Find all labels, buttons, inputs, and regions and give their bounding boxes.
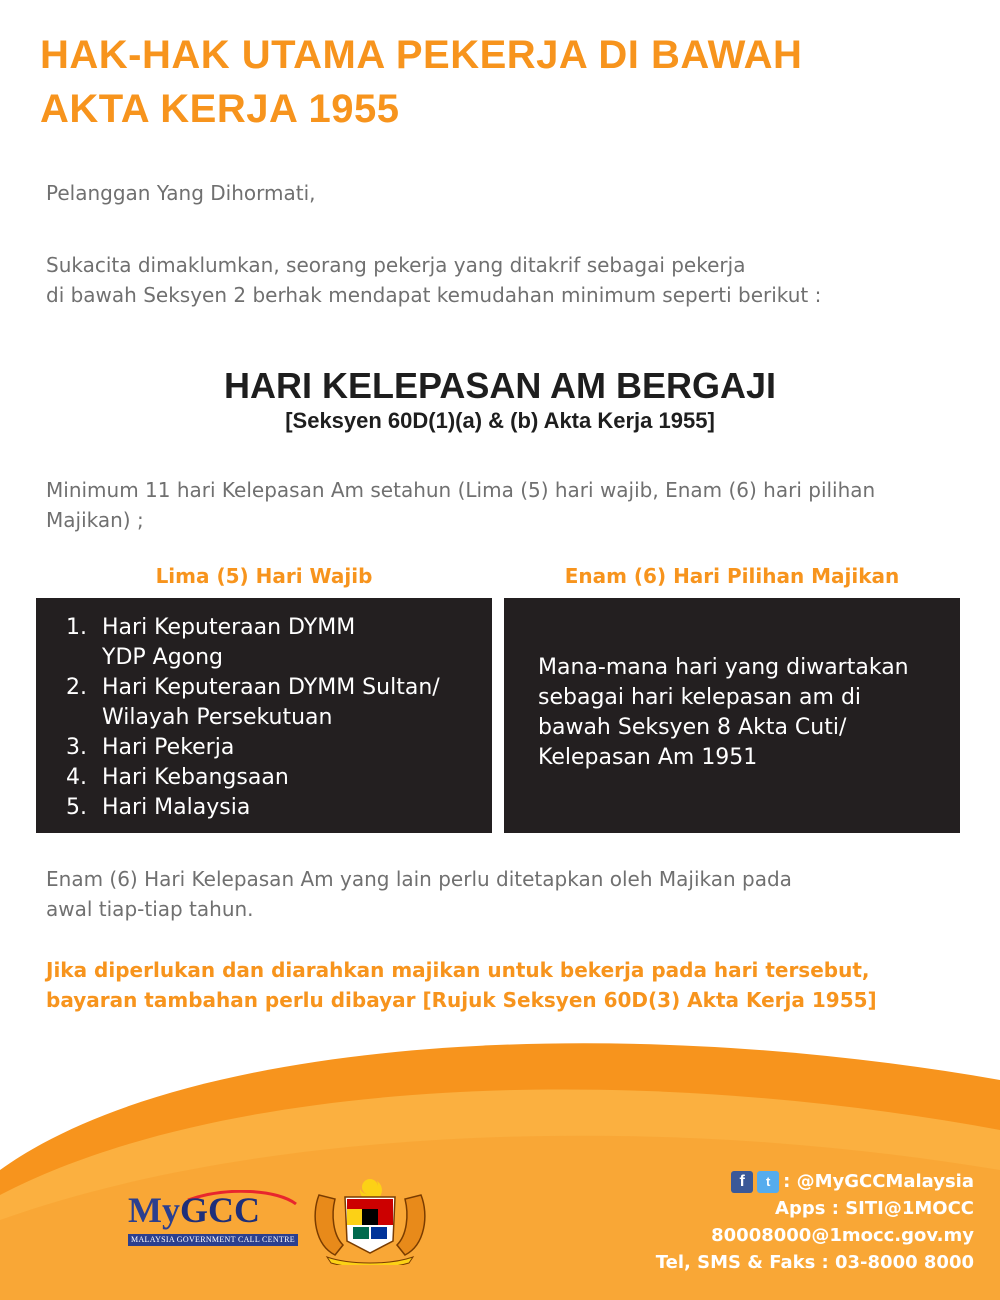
greeting: Pelanggan Yang Dihormati, <box>46 181 316 205</box>
note-line-2: bayaran tambahan perlu dibayar [Rujuk Seksyen 60D(3) Akta Kerja 1955] <box>46 988 877 1012</box>
closing-line-1: Enam (6) Hari Kelepasan Am yang lain perlu ditetapkan oleh Majikan pada <box>46 867 792 891</box>
list-text: Hari Kebangsaan <box>102 765 289 790</box>
section-subheading: [Seksyen 60D(1)(a) & (b) Akta Kerja 1955] <box>285 408 715 433</box>
pilihan-line-4: Kelepasan Am 1951 <box>538 745 758 770</box>
intro-line-2: di bawah Seksyen 2 berhak mendapat kemudahan minimum seperti berikut : <box>46 283 822 307</box>
malaysia-coat-of-arms-icon <box>305 1175 435 1265</box>
contact-info <box>656 1168 974 1276</box>
twitter-icon[interactable]: t <box>757 1171 779 1193</box>
list-number: 2. <box>66 675 87 700</box>
pilihan-box <box>504 598 960 833</box>
title-line-2: AKTA KERJA 1955 <box>40 87 400 131</box>
list-number: 4. <box>66 765 87 790</box>
list-text: Hari Malaysia <box>102 795 251 820</box>
social-handle: : @MyGCCMalaysia <box>783 1171 974 1192</box>
list-item <box>66 733 492 763</box>
list-item <box>66 673 492 733</box>
closing-paragraph <box>46 864 946 924</box>
title-line-1: HAK-HAK UTAMA PEKERJA DI BAWAH <box>40 33 803 77</box>
list-item <box>66 763 492 793</box>
section-heading: HARI KELEPASAN AM BERGAJI <box>223 365 777 406</box>
wajib-title: Lima (5) Hari Wajib <box>155 564 373 588</box>
logo-subtitle: MALAYSIA GOVERNMENT CALL CENTRE <box>128 1234 298 1246</box>
pilihan-line-1: Mana-mana hari yang diwartakan <box>538 655 909 680</box>
logo-my: My <box>128 1190 180 1230</box>
wajib-box <box>36 598 492 833</box>
payment-note <box>46 955 946 1015</box>
list-number: 3. <box>66 735 87 760</box>
list-text: Wilayah Persekutuan <box>102 705 333 730</box>
intro-line-1: Sukacita dimaklumkan, seorang pekerja yang ditakrif sebagai pekerja <box>46 253 746 277</box>
closing-line-2: awal tiap-tiap tahun. <box>46 897 254 921</box>
list-item <box>66 613 492 673</box>
logo-gcc: GCC <box>179 1190 260 1230</box>
list-text: YDP Agong <box>102 645 224 670</box>
social-row <box>656 1168 974 1195</box>
minimum-text: Minimum 11 hari Kelepasan Am setahun (Lima (5) hari wajib, Enam (6) hari pilihan Majikan) ; <box>46 478 876 532</box>
pilihan-text <box>538 653 948 773</box>
list-number: 1. <box>66 615 87 640</box>
list-number: 5. <box>66 795 87 820</box>
pilihan-line-3: bawah Seksyen 8 Akta Cuti/ <box>538 715 847 740</box>
facebook-icon[interactable]: f <box>731 1171 753 1193</box>
wajib-list <box>36 598 492 823</box>
list-text: Hari Keputeraan DYMM Sultan/ <box>102 675 440 700</box>
intro-paragraph <box>46 250 946 310</box>
apps-text: Apps : SITI@1MOCC <box>775 1198 974 1219</box>
note-line-1: Jika diperlukan dan diarahkan majikan untuk bekerja pada hari tersebut, <box>46 958 870 982</box>
phone-text: Tel, SMS & Faks : 03-8000 8000 <box>655 1252 974 1273</box>
email-link[interactable]: 80008000@1mocc.gov.my <box>711 1225 974 1246</box>
page-title <box>40 28 940 136</box>
pilihan-line-2: sebagai hari kelepasan am di <box>538 685 862 710</box>
mygcc-logo <box>128 1190 298 1256</box>
pilihan-title: Enam (6) Hari Pilihan Majikan <box>564 564 900 588</box>
list-text: Hari Pekerja <box>102 735 235 760</box>
list-text: Hari Keputeraan DYMM <box>102 615 356 640</box>
list-item <box>66 793 492 823</box>
